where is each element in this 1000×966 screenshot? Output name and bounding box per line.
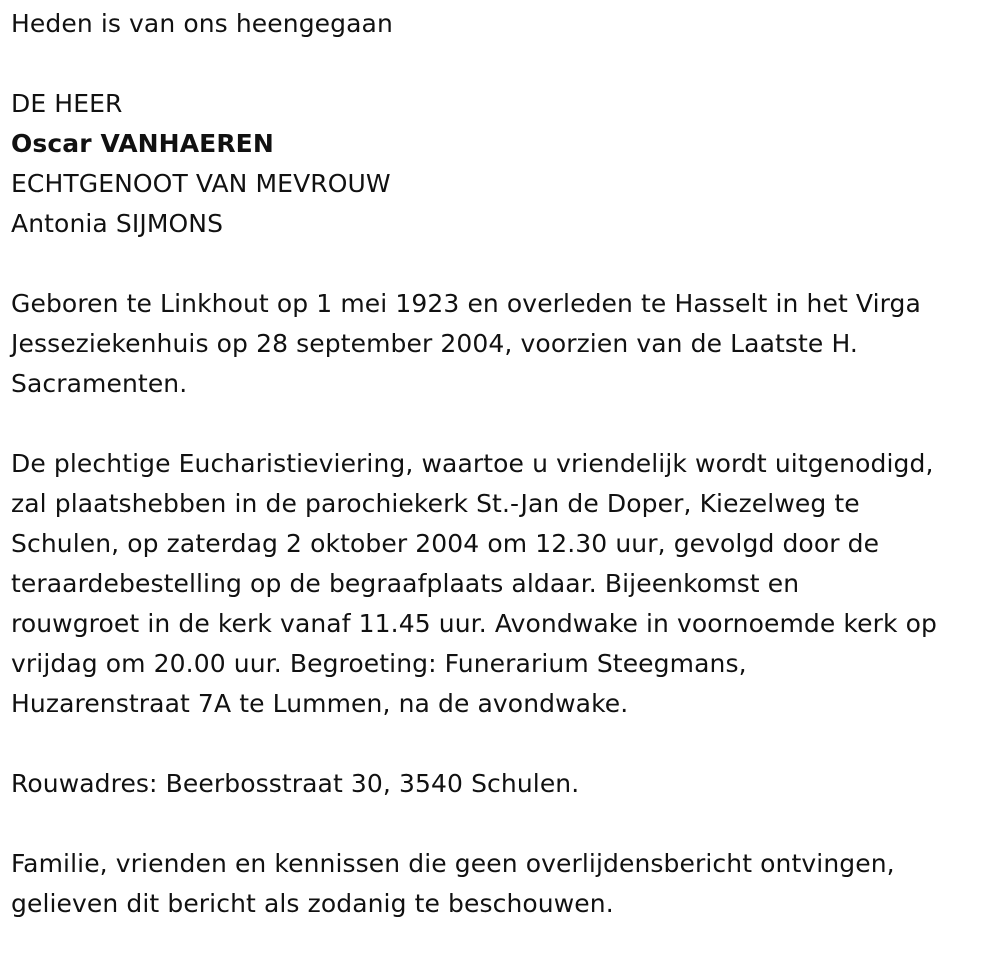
paragraph-line: De plechtige Eucharistieviering, waartoe u vriendelijk wordt uitgenodigd, — [11, 449, 934, 478]
spouse-label: ECHTGENOOT VAN MEVROUW — [11, 169, 391, 198]
spacer — [11, 724, 995, 764]
paragraph-line: Schulen, op zaterdag 2 oktober 2004 om 12.30 uur, gevolgd door de — [11, 529, 880, 558]
spacer — [11, 804, 995, 844]
spouse-name: Antonia SIJMONS — [11, 209, 224, 238]
obituary-document — [11, 4, 995, 924]
paragraph-line: Huzarenstraat 7A te Lummen, na de avondwake. — [11, 689, 629, 718]
ceremony-paragraph — [11, 444, 995, 724]
paragraph-line: Familie, vrienden en kennissen die geen overlijdensbericht ontvingen, — [11, 849, 895, 878]
closing-paragraph — [11, 844, 995, 924]
paragraph-line: Geboren te Linkhout op 1 mei 1923 en overleden te Hasselt in het Virga — [11, 289, 921, 318]
paragraph-line: teraardebestelling op de begraafplaats aldaar. Bijeenkomst en — [11, 569, 800, 598]
paragraph-line: Sacramenten. — [11, 369, 188, 398]
spacer — [11, 44, 995, 84]
paragraph-line: gelieven dit bericht als zodanig te beschouwen. — [11, 889, 614, 918]
birth-death-paragraph — [11, 284, 995, 404]
address-line: Rouwadres: Beerbosstraat 30, 3540 Schulen. — [11, 769, 580, 798]
title-prefix: DE HEER — [11, 89, 123, 118]
spacer — [11, 404, 995, 444]
spacer — [11, 244, 995, 284]
paragraph-line: vrijdag om 20.00 uur. Begroeting: Funerarium Steegmans, — [11, 649, 747, 678]
paragraph-line: rouwgroet in de kerk vanaf 11.45 uur. Avondwake in voornoemde kerk op — [11, 609, 937, 638]
paragraph-line: Jesseziekenhuis op 28 september 2004, voorzien van de Laatste H. — [11, 329, 858, 358]
paragraph-line: zal plaatshebben in de parochiekerk St.-Jan de Doper, Kiezelweg te — [11, 489, 860, 518]
heading: Heden is van ons heengegaan — [11, 9, 393, 38]
deceased-name: Oscar VANHAEREN — [11, 129, 274, 158]
